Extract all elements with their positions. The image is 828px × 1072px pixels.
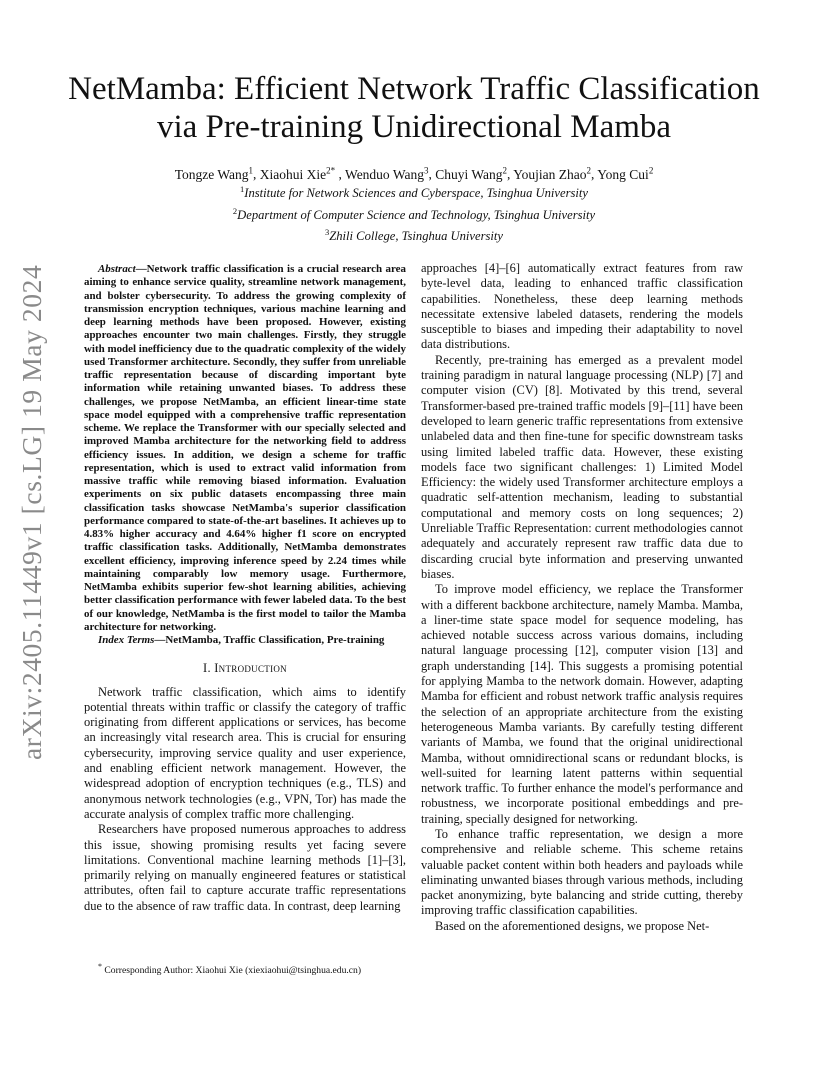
author: Xiaohui Xie$^{2*}$ <box>259 165 336 182</box>
author: Youjian Zhao$^2$ <box>513 165 592 182</box>
index-terms: Index Terms—NetMamba, Traffic Classification, Pre-training <box>98 634 385 646</box>
author: Wenduo Wang$^3$ <box>345 165 429 182</box>
author: Tongze Wang$^1$ <box>174 165 254 182</box>
index-terms-label: Index Terms <box>98 634 155 646</box>
body-paragraph: To enhance traffic representation, we design a more comprehensive and reliable scheme. This scheme retains valuable packet content within both headers and payloads while eliminating unwanted biases through various methods, including packet anonymizing, byte balancing and stride cutting, thereby improving traffic classification capabilities. <box>421 826 743 918</box>
left-column <box>84 263 406 914</box>
author: Yong Cui$^2$ <box>597 165 654 182</box>
body-paragraph: Researchers have proposed numerous approaches to address this issue, showing promising results yet facing severe limitations. Conventional machine learning methods [1]–[3], primarily relying on manually engineered features or statistical attributes, often fail to capture accurate traffic representations due to the absence of raw traffic data. In contrast, deep learning <box>84 822 406 913</box>
arxiv-stamp: arXiv:2405.11449v1 [cs.LG] 19 May 2024 <box>16 264 47 760</box>
author: Chuyi Wang$^2$ <box>435 165 508 182</box>
body-paragraph: Network traffic classification, which aims to identify potential threats within traffic or classify the category of traffic originating from different applications or services, has become an increasingly vital research area. This is crucial for ensuring cybersecurity, improving service quality and user experience, and enabling efficient network management. However, the widespread adoption of encryption techniques (e.g., TLS) and anonymous network technologies (e.g., VPN, Tor) has made the accurate analysis of complex traffic more challenging. <box>84 684 406 821</box>
title-line-2: via Pre-training Unidirectional Mamba <box>156 109 672 145</box>
abstract-label: Abstract <box>98 263 136 275</box>
author-list: Tongze Wang$^1$, Xiaohui Xie$^{2*}$ , Wenduo Wang$^3$, Chuyi Wang$^2$, Youjian Zhao$^2$, Yong Cui$^2$ <box>174 165 654 182</box>
footnote-text: Corresponding Author: Xiaohui Xie (xiexiaohui@tsinghua.edu.cn) <box>104 965 362 977</box>
body-paragraph: approaches [4]–[6] automatically extract features from raw byte-level data, leading to enhanced traffic classification capabilities. Nonetheless, these deep learning methods necessitate extensive labeled datasets, rendering the models susceptible to biases and impeding their adaptability to novel data distributions. <box>421 261 743 352</box>
affiliation: $^2$Department of Computer Science and Technology, Tsinghua University <box>232 205 596 222</box>
affiliation: $^3$Zhili College, Tsinghua University <box>324 227 503 244</box>
affiliation-list <box>60 181 768 246</box>
section-heading: I. Introduction <box>203 661 287 676</box>
body-paragraph: Based on the aforementioned designs, we propose Net- <box>435 918 710 933</box>
abstract-text: Network traffic classification is a crucial research area aiming to enhance service quality, streamline network management, and bolster cybersecurity. To address the growing complexity of transmission encryption techniques, various machine learning and deep learning methods have been proposed. However, existing approaches encounter two main challenges. Firstly, they struggle with model inefficiency due to the quadratic complexity of the widely used Transformer architecture. Secondly, they suffer from unreliable traffic representation because of discarding important byte information while retaining unwanted biases. To address these challenges, we propose NetMamba, an efficient linear-time state space model equipped with a comprehensive traffic representation scheme. We replace the Transformer with our specially selected and improved Mamba architecture for the networking field to address efficiency issues. In addition, we design a scheme for traffic representation, which is used to extract valid information from massive traffic while removing biased information. Evaluation experiments on six public datasets encompassing three main classification tasks showcase NetMamba's superior classification performance compared to state-of-the-art baselines. It achieves up to 4.83% higher accuracy and 4.64% higher f1 score on encrypted traffic classification tasks. Additionally, NetMamba demonstrates excellent efficiency, improving inference speed by 2.24 times while maintaining comparably low memory usage. Furthermore, NetMamba exhibits superior few-shot learning abilities, achieving better classification performance with fewer labeled data. To the best of our knowledge, NetMamba is the first model to tailor the Mamba architecture for networking. <box>84 263 406 633</box>
abstract: Abstract—Network traffic classification is a crucial research area aiming to enhance service quality, streamline network management, and bolster cybersecurity. To address the growing complexity of transmission encryption techniques, various machine learning and deep learning methods have been proposed. However, existing approaches encounter two main challenges. Firstly, they struggle with model inefficiency due to the quadratic complexity of the widely used Transformer architecture. Secondly, they suffer from unreliable traffic representation because of discarding important byte information while retaining unwanted biases. To address these challenges, we propose NetMamba, an efficient linear-time state space model equipped with a comprehensive traffic representation scheme. We replace the Transformer with our specially selected and improved Mamba architecture for the networking field to address efficiency issues. In addition, we design a scheme for traffic representation, which is used to extract valid information from massive traffic while removing biased information. Evaluation experiments on six public datasets encompassing three main classification tasks showcase NetMamba's superior classification performance compared to state-of-the-art baselines. It achieves up to 4.83% higher accuracy and 4.64% higher f1 score on encrypted traffic classification tasks. Additionally, NetMamba demonstrates excellent efficiency, improving inference speed by 2.24 times while maintaining comparably low memory usage. Furthermore, NetMamba exhibits superior few-shot learning abilities, achieving better classification performance with fewer labeled data. To the best of our knowledge, NetMamba is the first model to tailor the Mamba architecture for networking. <box>84 263 406 633</box>
section-title: Introduction <box>214 661 287 676</box>
body-paragraph: Recently, pre-training has emerged as a prevalent model training paradigm in natural language processing (NLP) [7] and computer vision (CV) [8]. Motivated by this trend, several Transformer-based pre-trained traffic models [9]–[11] have been developed to learn generic traffic representations from extensive unlabeled data and then fine-tune for specific downstream tasks using limited labeled traffic data. However, these existing models face two significant challenges: 1) Limited Model Efficiency: the widely used Transformer architecture employs a quadratic self-attention mechanism, leading to substantial computational and memory costs on long sequences; 2) Unreliable Traffic Representation: current methodologies cannot adequately and accurately represent raw traffic data due to discarding crucial byte information and preserving unwanted biases. <box>421 352 743 581</box>
index-terms-text: NetMamba, Traffic Classification, Pre-training <box>165 634 385 646</box>
paper-title <box>60 70 768 146</box>
body-paragraph: To improve model efficiency, we replace the Transformer with a different backbone architecture, namely Mamba. Mamba, a liner-time state space model for sequence modeling, has achieved notable success across various domains, including natural language processing [12], computer vision [13] and graph understanding [14]. This suggests a promising potential for applying Mamba to the network domain. However, adapting Mamba for efficient and robust network traffic analysis requires the selection of an appropriate architecture from the existing heterogeneous Mamba variants. By carefully testing different variants of Mamba, we found that the original unidirectional Mamba, without omnidirectional scans or redundant blocks, is well-suited for learning latent patterns within sequential network traffic. To further enhance the model's performance and robustness, we incorporate positional embeddings and pre-training, specially designed for networking. <box>421 582 743 826</box>
right-column <box>421 261 743 934</box>
footnote-mark: * <box>98 962 102 971</box>
title-line-1: NetMamba: Efficient Network Traffic Classification <box>68 71 760 107</box>
footnote <box>84 961 406 977</box>
affiliation: $^1$Institute for Network Sciences and Cyberspace, Tsinghua University <box>240 184 588 201</box>
